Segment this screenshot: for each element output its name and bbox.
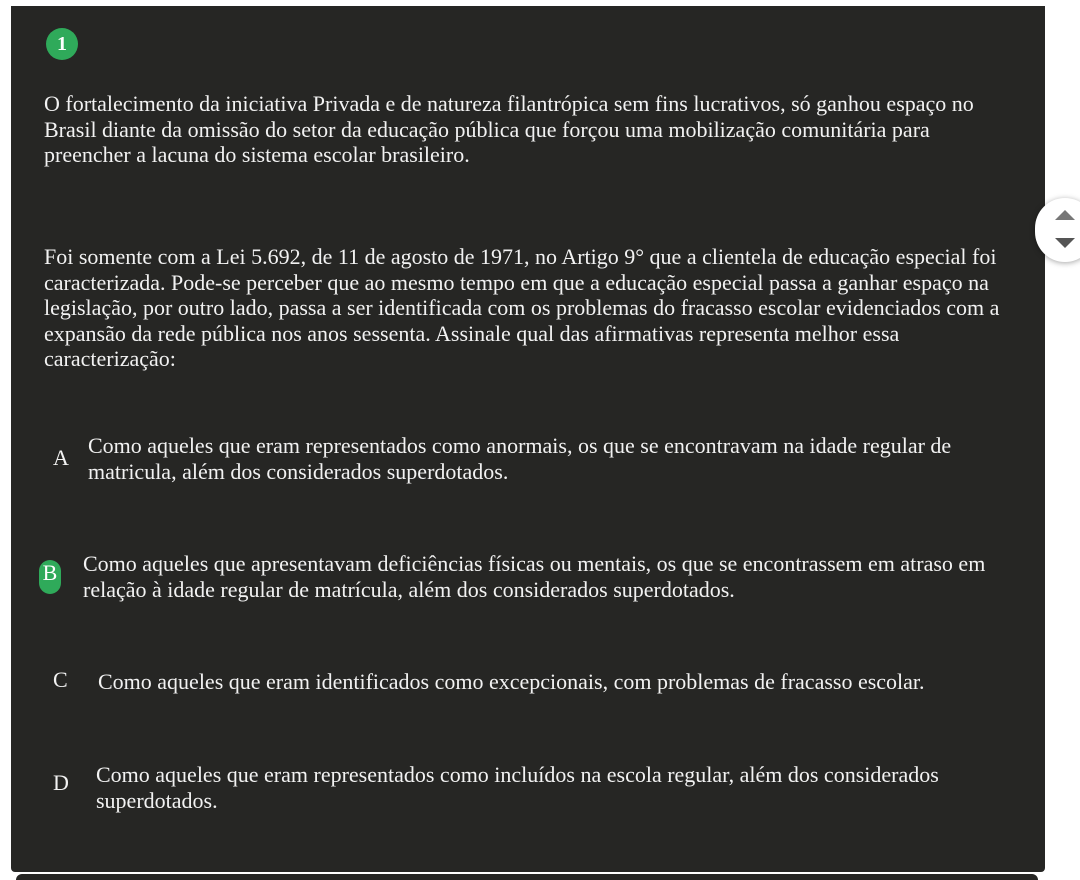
question-number-badge: 1 xyxy=(46,28,78,60)
option-letter-b-selected[interactable]: B xyxy=(39,560,61,594)
question-card xyxy=(11,6,1045,872)
option-text-c[interactable]: Como aqueles que eram identificados como excepcionais, com problemas de fracasso escolar. xyxy=(98,669,925,694)
question-statement: O fortalecimento da iniciativa Privada e de natureza filantrópica sem fins lucrativos, só ganhou espaço no Brasil diante da omissão do setor da educação pública que forçou uma mobilização comunitária para preencher a lacuna do sistema escolar brasileiro. xyxy=(44,91,974,167)
question-prompt: Foi somente com a Lei 5.692, de 11 de agosto de 1971, no Artigo 9° que a clientela de educação especial foi caracterizada. Pode-se perceber que ao mesmo tempo em que a educação especial passa a ganhar espaço na legislação, por outro lado, passa a ser identificada com os problemas do fracasso escolar evidenciados com a expansão da rede pública nos anos sessenta. Assinale qual das afirmativas representa melhor essa caracterização: xyxy=(44,244,1000,371)
option-text-b[interactable]: Como aqueles que apresentavam deficiências físicas ou mentais, os que se encontrassem em atraso em relação à idade regular de matrícula, além dos considerados superdotados. xyxy=(83,551,986,602)
option-text-a[interactable]: Como aqueles que eram representados como anormais, os que se encontravam na idade regular de matricula, além dos considerados superdotados. xyxy=(88,433,952,484)
option-letter-d[interactable]: D xyxy=(53,770,69,795)
next-card-edge xyxy=(16,874,1038,880)
triangle-down-icon[interactable] xyxy=(1055,238,1075,248)
option-text-d[interactable]: Como aqueles que eram representados como incluídos na escola regular, além dos considerados superdotados. xyxy=(96,762,939,813)
triangle-up-icon[interactable] xyxy=(1055,210,1075,220)
option-letter-c[interactable]: C xyxy=(53,667,68,692)
option-letter-a[interactable]: A xyxy=(53,445,69,470)
